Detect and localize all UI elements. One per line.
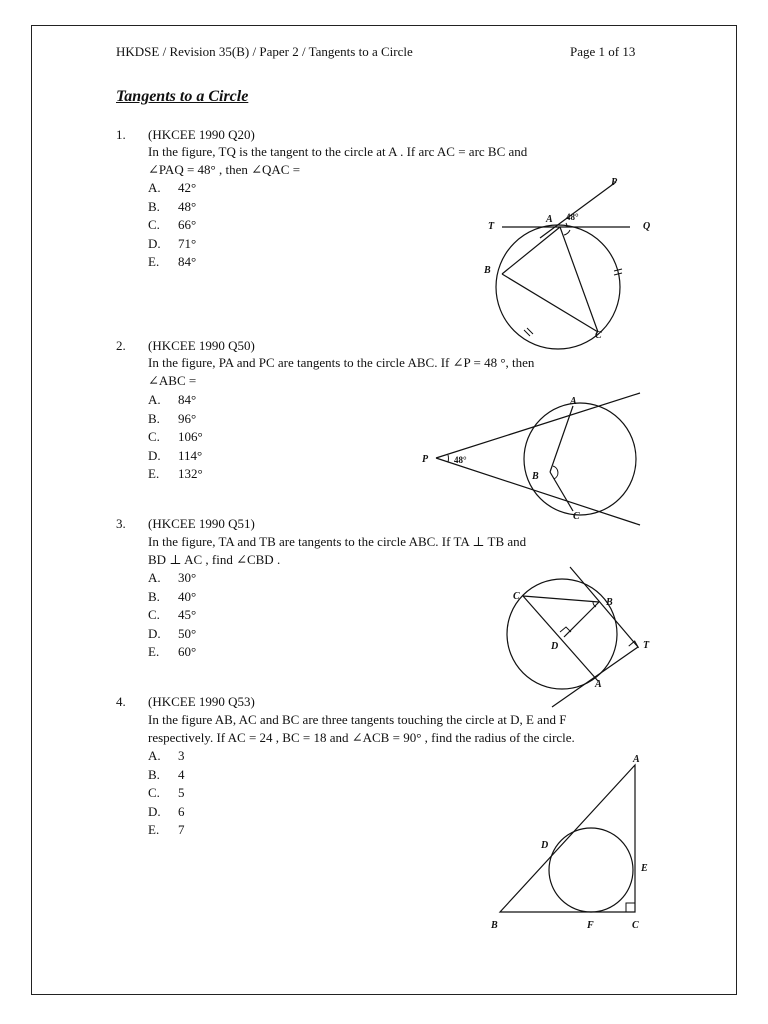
label-C: C bbox=[513, 591, 520, 602]
figure-1 bbox=[480, 172, 660, 347]
label-C: C bbox=[573, 511, 580, 522]
option[interactable]: B. 96° bbox=[148, 410, 197, 426]
question-2-stem bbox=[148, 354, 653, 390]
label-F: F bbox=[587, 920, 594, 931]
option[interactable]: D. 50° bbox=[148, 625, 197, 641]
question-2-number: 2. bbox=[116, 338, 126, 353]
label-C: C bbox=[595, 330, 602, 341]
question-1-options bbox=[148, 179, 196, 272]
question-4-stem-line1: In the figure AB, AC and BC are three tangents touching the circle at D, E and F bbox=[148, 712, 567, 727]
label-P: P bbox=[422, 454, 429, 465]
question-3-number: 3. bbox=[116, 516, 126, 531]
question-1-stem-line2: ∠PAQ = 48° , then ∠QAC = bbox=[148, 162, 301, 177]
label-D: D bbox=[551, 641, 559, 652]
label-P: P bbox=[611, 177, 618, 188]
label-B: B bbox=[606, 597, 613, 608]
option[interactable]: A. 30° bbox=[148, 570, 197, 585]
option[interactable]: A. 3 bbox=[148, 748, 185, 763]
option[interactable]: C. 45° bbox=[148, 607, 197, 622]
option[interactable]: B. 48° bbox=[148, 198, 197, 214]
header-left: HKDSE / Revision 35(B) / Paper 2 / Tangents to a Circle bbox=[116, 44, 413, 59]
label-D: D bbox=[541, 840, 549, 851]
figure-2 bbox=[418, 390, 648, 530]
question-3-source: (HKCEE 1990 Q51) bbox=[148, 516, 255, 531]
question-2-stem-line1: In the figure, PA and PC are tangents to the circle ABC. If ∠P = 48 °, then bbox=[148, 355, 535, 370]
option[interactable]: E. 7 bbox=[148, 822, 185, 837]
question-4-stem-line2: respectively. If AC = 24 , BC = 18 and ∠ACB = 90° , find the radius of the circle. bbox=[148, 730, 575, 745]
option[interactable]: D. 71° bbox=[148, 235, 197, 251]
question-2-options bbox=[148, 391, 203, 484]
label-B: B bbox=[484, 265, 491, 276]
page-title: Tangents to a Circle bbox=[116, 88, 249, 105]
figure-3 bbox=[500, 565, 660, 715]
label-T: T bbox=[643, 640, 650, 651]
label-B: B bbox=[491, 920, 498, 931]
option[interactable]: C. 106° bbox=[148, 429, 203, 444]
header-page-number: Page 1 of 13 bbox=[570, 44, 636, 59]
label-E: E bbox=[641, 863, 648, 874]
question-4-options bbox=[148, 747, 185, 840]
label-Q: Q bbox=[643, 221, 651, 232]
label-A: A bbox=[595, 679, 602, 690]
option[interactable]: B. 40° bbox=[148, 588, 197, 604]
question-3-stem-line2: BD ⊥ AC , find ∠CBD . bbox=[148, 552, 281, 567]
question-1-number: 1. bbox=[116, 127, 126, 142]
option[interactable]: C. 5 bbox=[148, 785, 185, 800]
question-2-stem-line2: ∠ABC = bbox=[148, 373, 197, 388]
label-C: C bbox=[632, 920, 639, 931]
question-4-stem bbox=[148, 711, 653, 747]
angle-label: 48° bbox=[454, 455, 467, 465]
question-3-stem bbox=[148, 533, 653, 569]
option[interactable]: D. 114° bbox=[148, 447, 203, 463]
label-B: B bbox=[532, 471, 539, 482]
option[interactable]: E. 60° bbox=[148, 644, 197, 659]
option[interactable]: E. 84° bbox=[148, 254, 197, 269]
angle-label: 48° bbox=[566, 212, 579, 222]
option[interactable]: B. 4 bbox=[148, 766, 185, 782]
option[interactable]: C. 66° bbox=[148, 217, 197, 232]
option[interactable]: A. 42° bbox=[148, 180, 197, 195]
label-A: A bbox=[570, 396, 577, 407]
option[interactable]: D. 6 bbox=[148, 803, 185, 819]
label-T: T bbox=[488, 221, 495, 232]
label-A: A bbox=[546, 214, 553, 225]
question-2-source: (HKCEE 1990 Q50) bbox=[148, 338, 255, 353]
option[interactable]: A. 84° bbox=[148, 392, 197, 407]
question-1-stem-line1: In the figure, TQ is the tangent to the circle at A . If arc AC = arc BC and bbox=[148, 144, 528, 159]
option[interactable]: E. 132° bbox=[148, 466, 203, 481]
figure-4 bbox=[485, 750, 660, 940]
question-3-stem-line1: In the figure, TA and TB are tangents to the circle ABC. If TA ⊥ TB and bbox=[148, 534, 527, 549]
question-4-number: 4. bbox=[116, 694, 126, 709]
question-1-source: (HKCEE 1990 Q20) bbox=[148, 127, 255, 142]
question-4-source: (HKCEE 1990 Q53) bbox=[148, 694, 255, 709]
label-A: A bbox=[633, 754, 640, 765]
question-3-options bbox=[148, 569, 196, 662]
